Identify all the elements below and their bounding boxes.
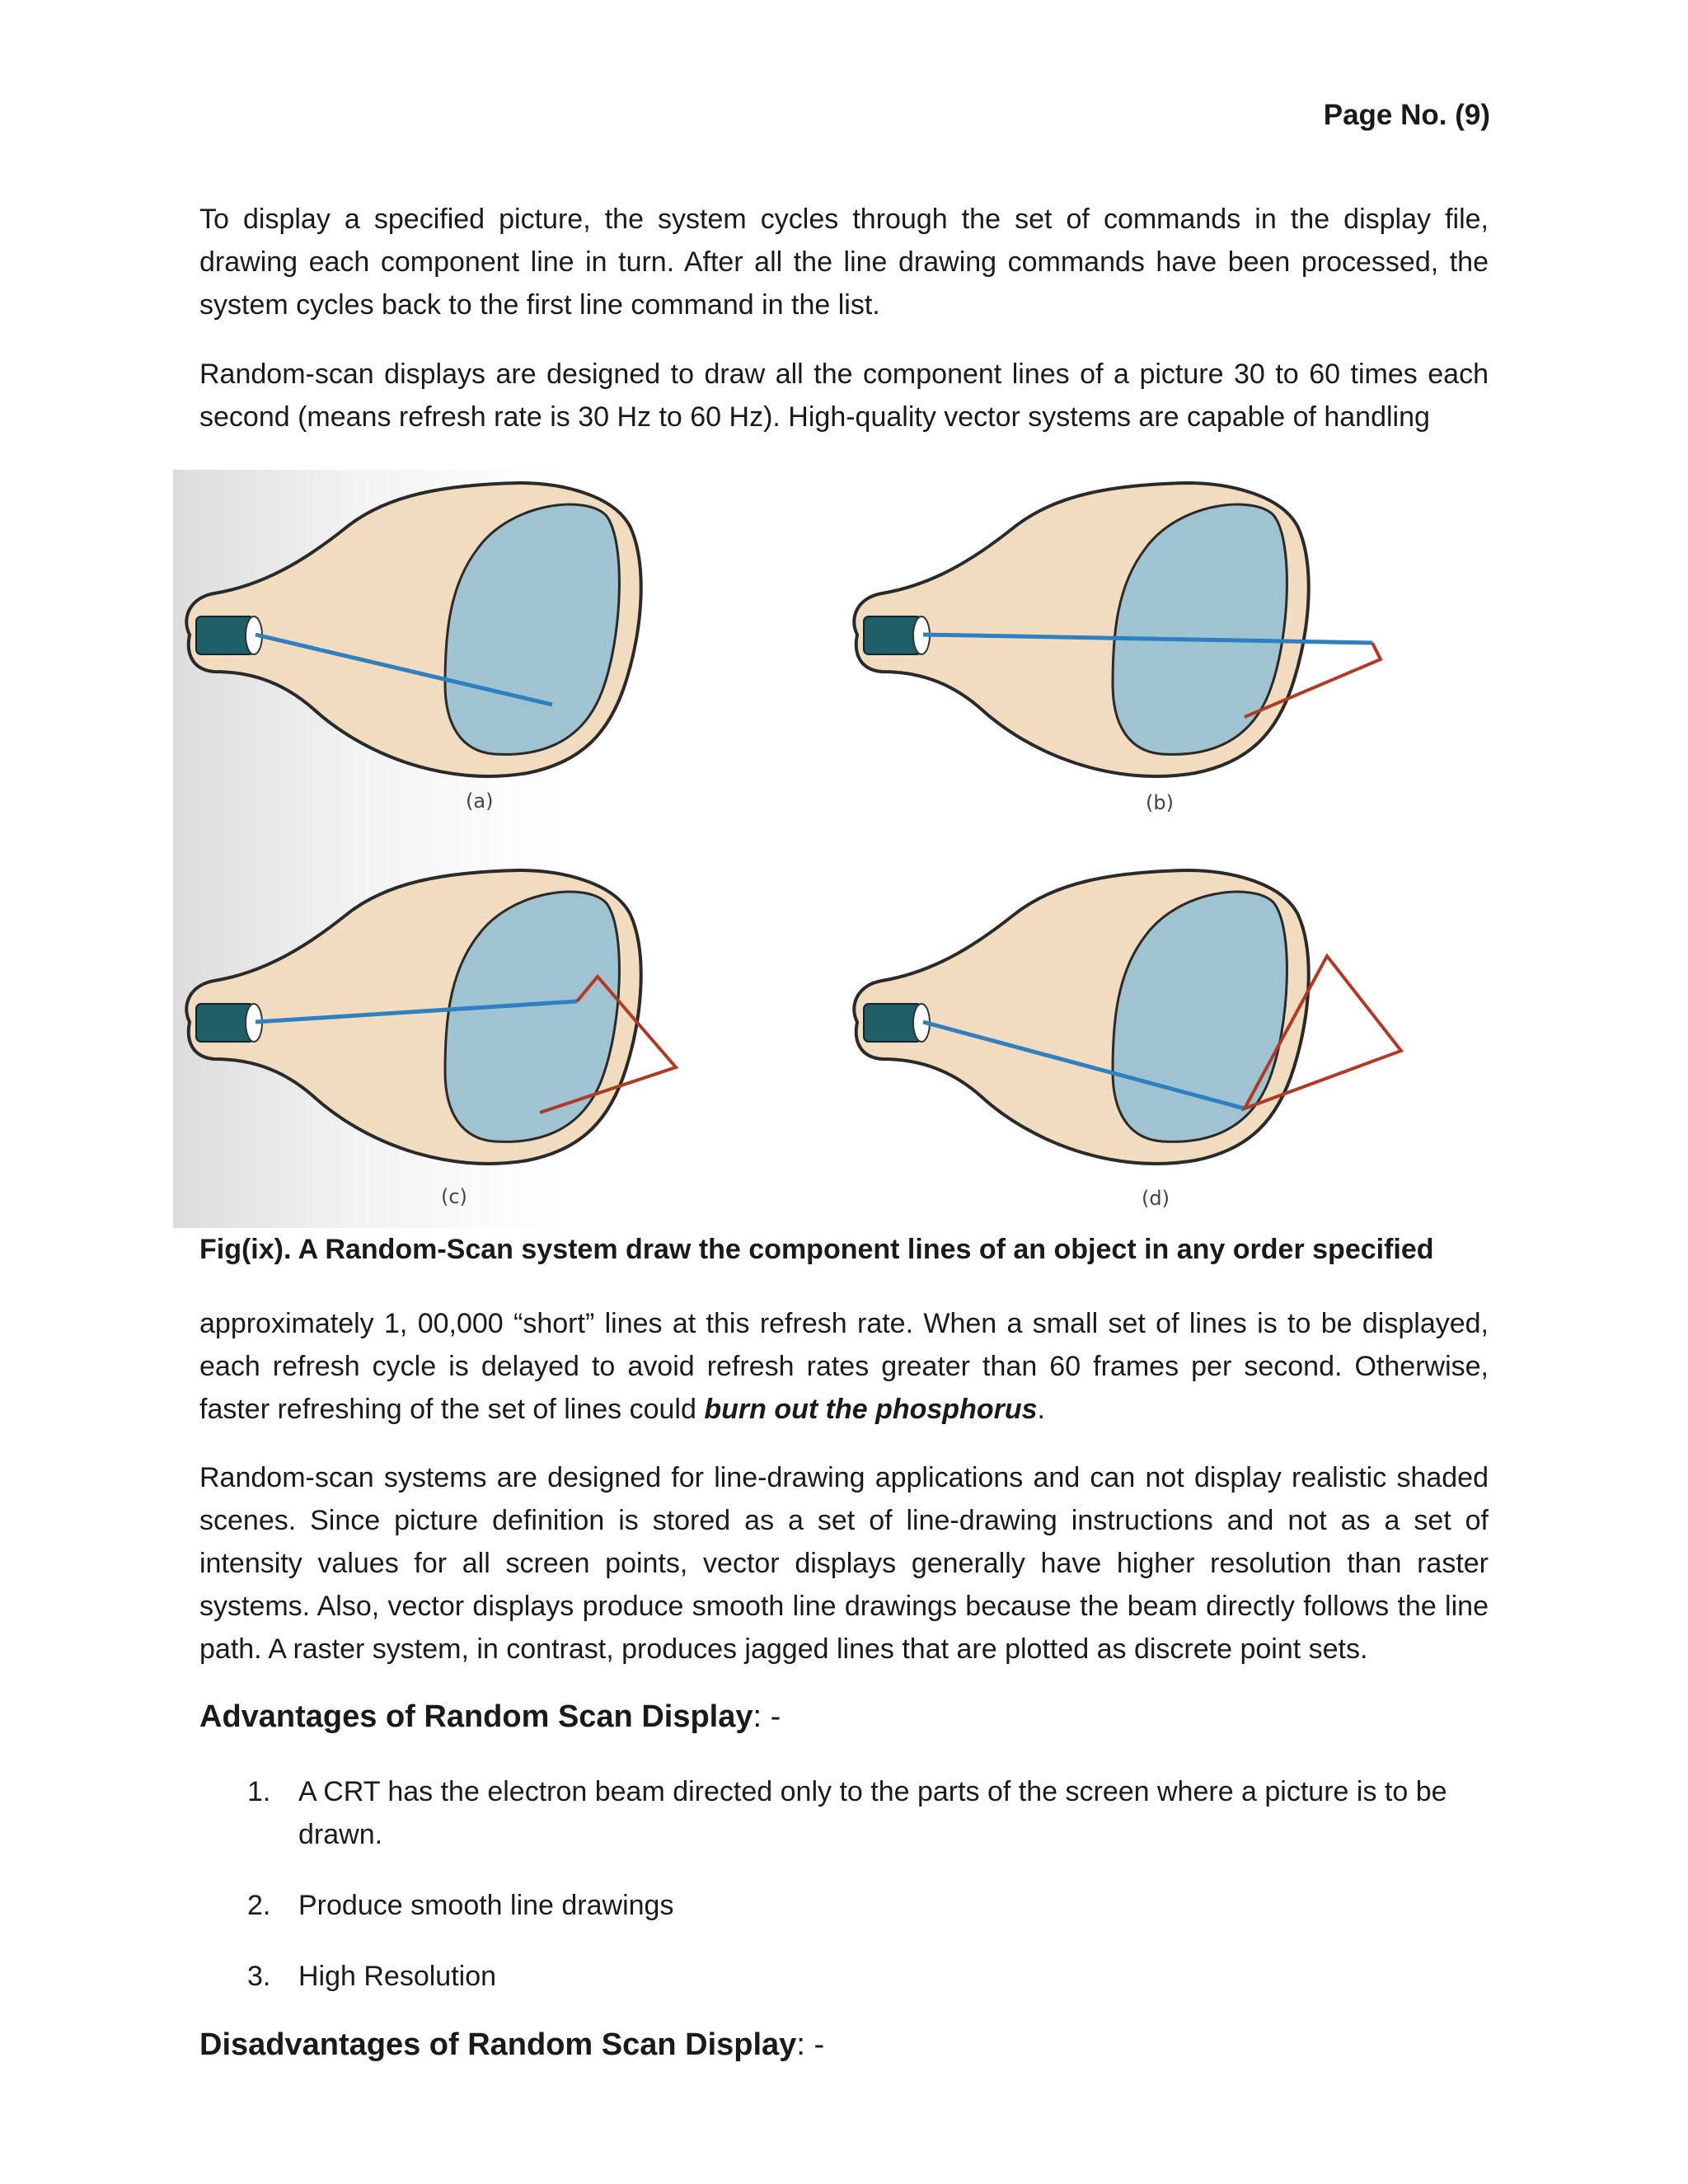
list-item-text: Produce smooth line drawings xyxy=(298,1890,674,1921)
paragraph-display-cycle: To display a specified picture, the system cycles through the set of commands in the display file, drawing each component line in turn. After all the line drawing commands have been processed, the system cycles back to the first line command in the list. xyxy=(199,204,1489,321)
list-item-number: 2. xyxy=(247,1890,271,1921)
list-item-text: A CRT has the electron beam directed only to the parts of the screen where a picture is to be drawn. xyxy=(298,1776,1447,1850)
paragraph-line-drawing: Random-scan systems are designed for line-drawing applications and can not display realistic shaded scenes. Since picture definition is stored as a set of line-drawing instructions and not as a set of intensity values for all screen points, vector displays generally have higher resolution than raster systems. Also, vector displays produce smooth line drawings because the beam directly follows the line path. A raster system, in contrast, produces jagged lines that are plotted as discrete point sets. xyxy=(199,1462,1489,1665)
figure-caption: Fig(ix). A Random-Scan system draw the component lines of an object in any order specified xyxy=(199,1234,1434,1265)
figure-label-d: (d) xyxy=(1142,1187,1170,1210)
advantages-heading-suffix: : - xyxy=(753,1699,781,1734)
random-scan-figure xyxy=(173,470,1492,1228)
disadvantages-heading-text: Disadvantages of Random Scan Display xyxy=(199,2027,797,2062)
advantages-heading-text: Advantages of Random Scan Display xyxy=(199,1699,753,1734)
list-item-number: 3. xyxy=(247,1961,271,1992)
list-item xyxy=(247,1955,1467,1998)
page-number: Page No. (9) xyxy=(1323,99,1490,131)
figure-label-c: (c) xyxy=(441,1185,467,1208)
list-item-text: High Resolution xyxy=(298,1961,497,1992)
paragraph-short-lines-end: . xyxy=(1037,1394,1045,1425)
disadvantages-heading-suffix: : - xyxy=(796,2027,825,2062)
paragraph-refresh-rate: Random-scan displays are designed to draw all the component lines of a picture 30 to 60 times each second (means refresh rate is 30 Hz to 60 Hz). High-quality vector systems are capable of handling xyxy=(199,359,1489,433)
list-item xyxy=(247,1770,1467,1856)
emphasis-burn-out: burn out the phosphorus xyxy=(704,1394,1038,1425)
figure-label-a: (a) xyxy=(466,790,494,813)
disadvantages-heading xyxy=(199,2027,824,2063)
list-item xyxy=(247,1884,1467,1927)
paragraph-short-lines-text: approximately 1, 00,000 “short” lines at this refresh rate. When a small set of lines is to be displayed, each refresh cycle is delayed to avoid refresh rates greater than 60 frames per second. Otherwise, faster refreshing of the set of lines could xyxy=(199,1308,1489,1425)
list-item-number: 1. xyxy=(247,1776,271,1807)
figure-label-b: (b) xyxy=(1146,791,1174,814)
advantages-heading xyxy=(199,1699,781,1735)
paragraph-short-lines xyxy=(199,1302,1489,1431)
